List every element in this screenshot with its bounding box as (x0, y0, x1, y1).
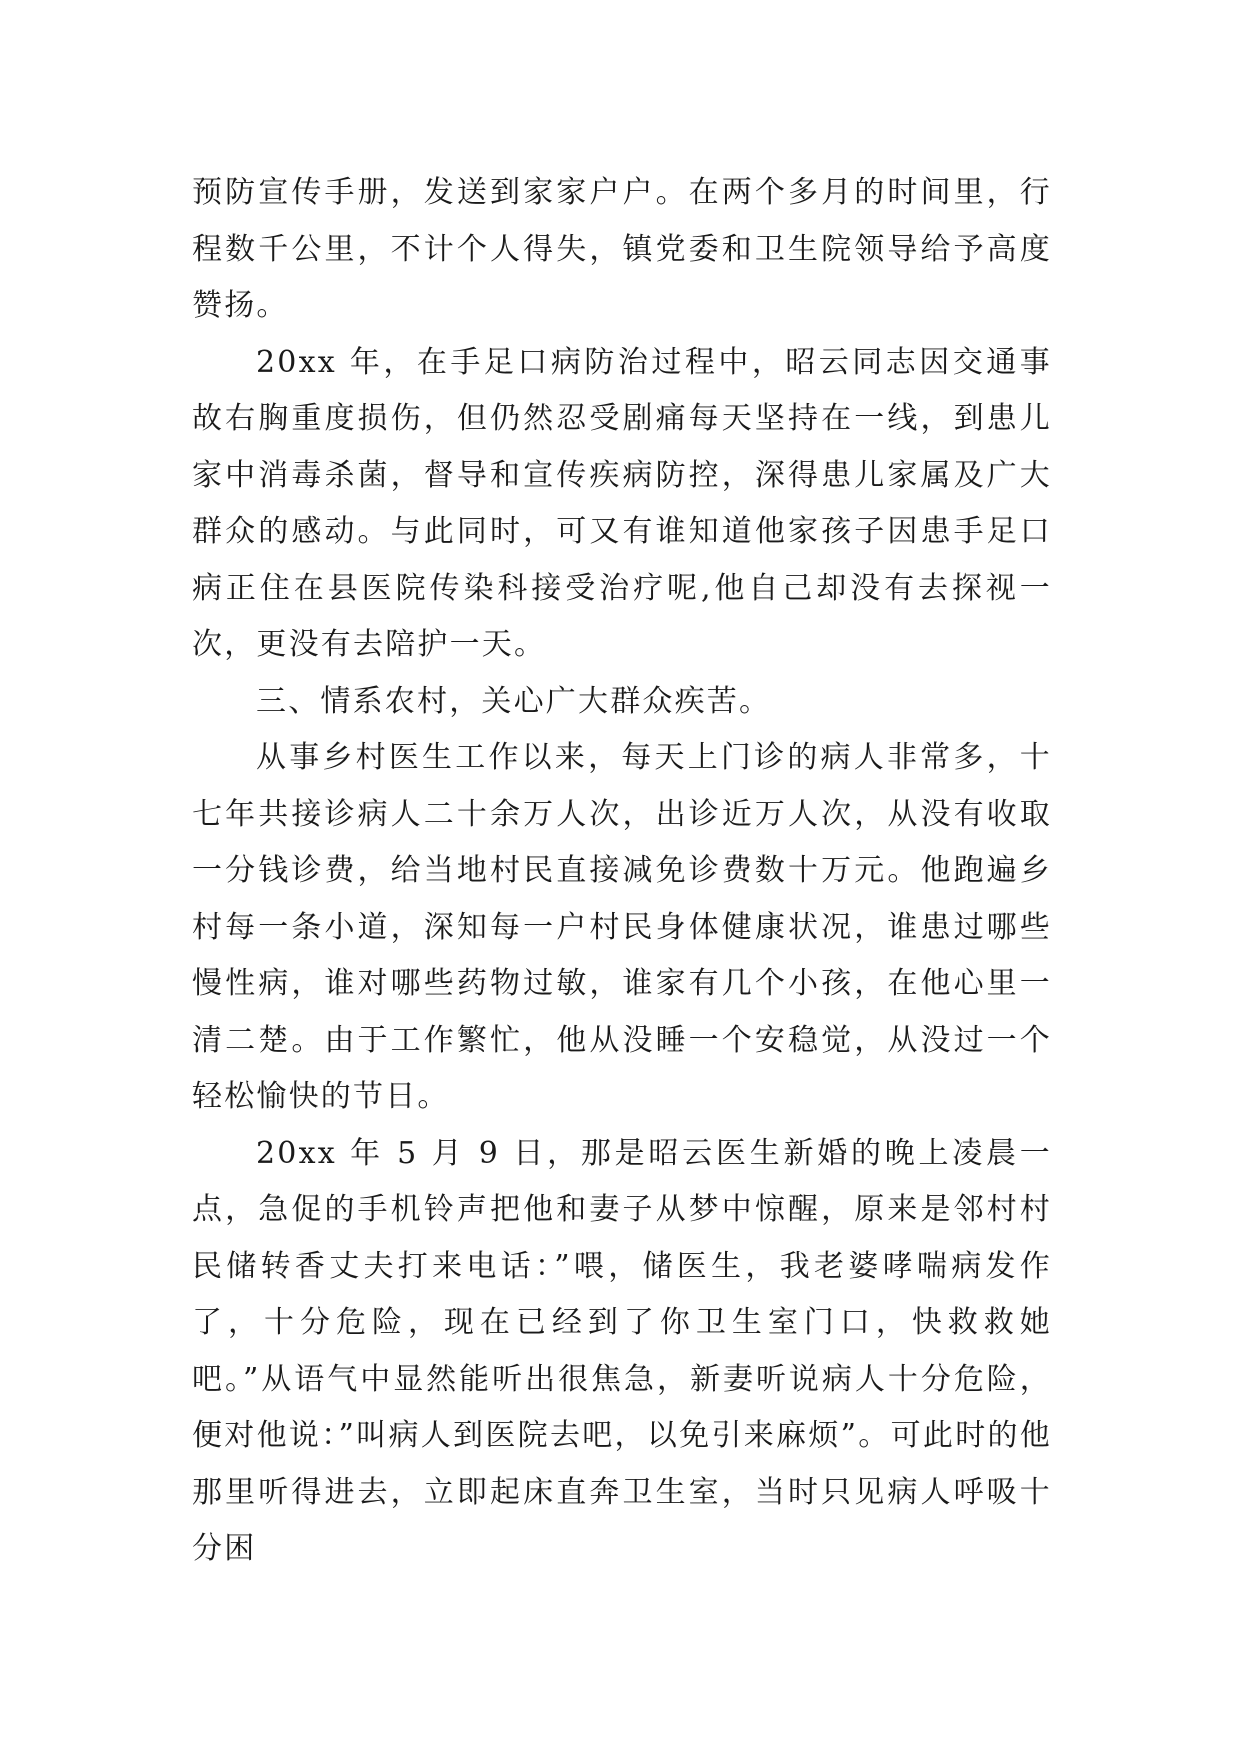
paragraph-wedding-night-story: 20xx 年 5 月 9 日，那是昭云医生新婚的晚上凌晨一点，急促的手机铃声把他和妻子从梦中惊醒，原来是邻村村民储转香丈夫打来电话：”喂，储医生，我老婆哮喘病发作了，十分危险，现在已经到了你卫生室门口，快救救她吧。”从语气中显然能听出很焦急，新妻听说病人十分危险，便对他说：”叫病人到医院去吧，以免引来麻烦”。可此时的他那里听得进去，立即起床直奔卫生室，当时只见病人呼吸十分困 (192, 1135, 1052, 1566)
document-body (192, 165, 1052, 1578)
paragraph-continuation: 预防宣传手册，发送到家家户户。在两个多月的时间里，行程数千公里，不计个人得失，镇党委和卫生院领导给予高度赞扬。 (192, 175, 1052, 323)
section-heading-rural-care: 三、情系农村，关心广大群众疾苦。 (256, 683, 772, 719)
paragraph-village-doctor-work: 从事乡村医生工作以来，每天上门诊的病人非常多，十七年共接诊病人二十余万人次，出诊近万人次，从没有收取一分钱诊费，给当地村民直接减免诊费数十万元。他跑遍乡村每一条小道，深知每一户村民身体健康状况，谁患过哪些慢性病，谁对哪些药物过敏，谁家有几个小孩，在他心里一清二楚。由于工作繁忙，他从没睡一个安稳觉，从没过一个轻松愉快的节日。 (192, 740, 1052, 1114)
paragraph-hfmd-prevention: 20xx 年，在手足口病防治过程中，昭云同志因交通事故右胸重度损伤，但仍然忍受剧痛每天坚持在一线，到患儿家中消毒杀菌，督导和宣传疾病防控，深得患儿家属及广大群众的感动。与此同时，可又有谁知道他家孩子因患手足口病正住在县医院传染科接受治疗呢,他自己却没有去探视一次，更没有去陪护一天。 (192, 344, 1052, 662)
